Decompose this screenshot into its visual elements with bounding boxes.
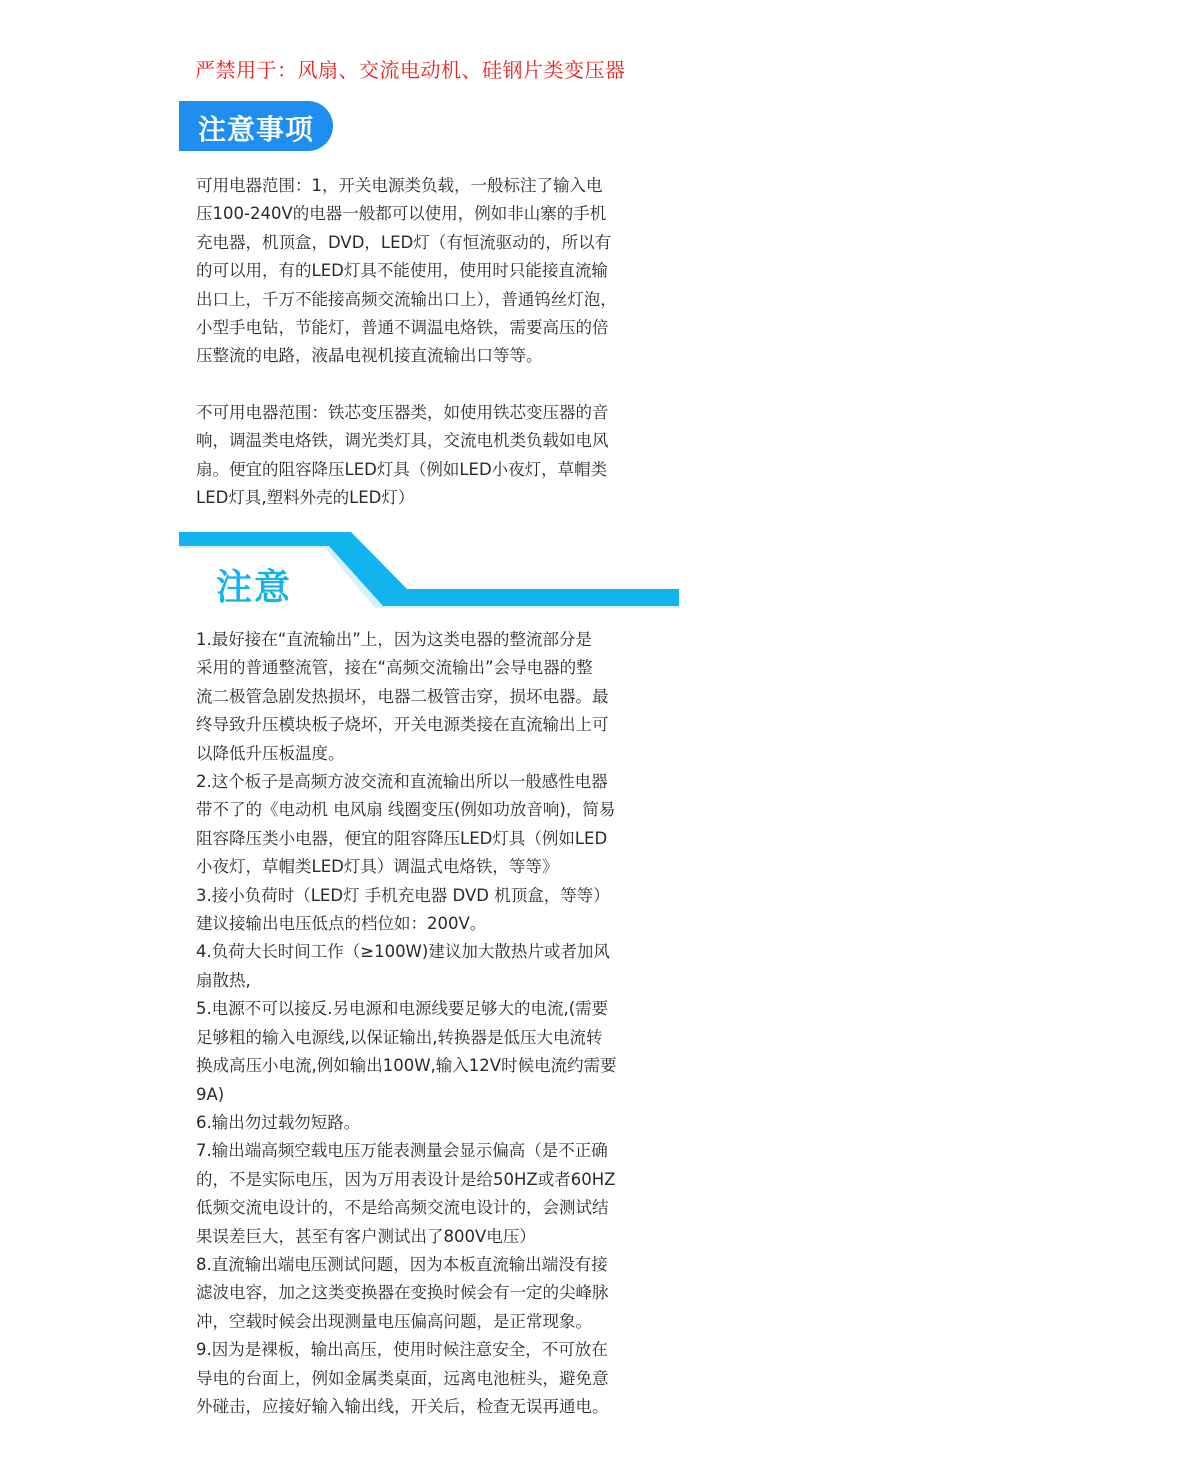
note-line: 滤波电容，加之这类变换器在变换时候会有一定的尖峰脉 — [196, 1283, 609, 1303]
section-heading-precautions — [179, 101, 333, 151]
section-banner-notice — [179, 532, 679, 608]
unusable-appliances-paragraph — [196, 399, 676, 513]
unusable-appliances-line: 响，调温类电烙铁，调光类灯具，交流电机类负载如电风 — [196, 431, 609, 451]
note-line: 以降低升压板温度。 — [196, 743, 345, 763]
note-line: 扇散热, — [196, 970, 251, 990]
note-line: 果误差巨大，甚至有客户测试出了800V电压） — [196, 1226, 536, 1246]
section-banner-title: 注意 — [216, 567, 293, 608]
note-line: 9A) — [196, 1084, 225, 1104]
note-line: 足够粗的输入电源线,以保证输出,转换器是低压大电流转 — [196, 1027, 603, 1047]
note-line: 流二极管急剧发热损坏，电器二极管击穿，损坏电器。最 — [196, 686, 609, 706]
note-line: 小夜灯，草帽类LED灯具）调温式电烙铁，等等》 — [196, 857, 559, 877]
note-line: 冲，空载时候会出现测量电压偏高问题，是正常现象。 — [196, 1311, 592, 1331]
note-line: 4.负荷大长时间工作（≥100W)建议加大散热片或者加风 — [196, 942, 610, 962]
note-line: 5.电源不可以接反.另电源和电源线要足够大的电流,(需要 — [196, 999, 609, 1019]
note-line: 9.因为是裸板，输出高压，使用时候注意安全，不可放在 — [196, 1340, 608, 1360]
note-line: 6.输出勿过载勿短路。 — [196, 1112, 361, 1132]
usable-appliances-line: 压100-240V的电器一般都可以使用，例如非山寨的手机 — [196, 204, 607, 224]
section-heading-precautions-label: 注意事项 — [198, 113, 315, 146]
usable-appliances-paragraph — [196, 172, 676, 371]
note-line: 导电的台面上，例如金属类桌面，远离电池桩头，避免意 — [196, 1368, 609, 1388]
notes-list — [196, 626, 676, 1421]
usable-appliances-line: 压整流的电路，液晶电视机接直流输出口等等。 — [196, 346, 543, 366]
note-line: 带不了的《电动机 电风扇 线圈变压(例如功放音响)，简易 — [196, 800, 616, 820]
usable-appliances-line: 的可以用，有的LED灯具不能使用，使用时只能接直流输 — [196, 261, 608, 281]
note-line: 换成高压小电流,例如输出100W,输入12V时候电流约需要 — [196, 1056, 617, 1076]
note-line: 阻容降压类小电器，便宜的阻容降压LED灯具（例如LED — [196, 828, 608, 848]
note-line: 2.这个板子是高频方波交流和直流输出所以一般感性电器 — [196, 772, 608, 792]
note-line: 1.最好接在“直流输出”上，因为这类电器的整流部分是 — [196, 630, 592, 649]
unusable-appliances-line: LED灯具,塑料外壳的LED灯） — [196, 488, 415, 508]
note-line: 7.输出端高频空载电压万能表测量会显示偏高（是不正确 — [196, 1141, 608, 1161]
note-line: 8.直流输出端电压测试问题，因为本板直流输出端没有接 — [196, 1254, 608, 1274]
note-line: 的，不是实际电压，因为万用表设计是给50HZ或者60HZ — [196, 1169, 616, 1189]
note-line: 3.接小负荷时（LED灯 手机充电器 DVD 机顶盒，等等） — [196, 885, 610, 905]
usable-appliances-line: 可用电器范围：1，开关电源类负载，一般标注了输入电 — [196, 176, 603, 195]
usable-appliances-line: 出口上，千万不能接高频交流输出口上），普通钨丝灯泡， — [196, 289, 617, 309]
note-line: 终导致升压模块板子烧坏，开关电源类接在直流输出上可 — [196, 715, 609, 735]
note-line: 外碰击，应接好输入输出线，开关后，检查无误再通电。 — [196, 1396, 609, 1416]
usable-appliances-line: 充电器，机顶盒，DVD，LED灯（有恒流驱动的，所以有 — [196, 232, 612, 252]
usable-appliances-line: 小型手电钻，节能灯，普通不调温电烙铁，需要高压的倍 — [196, 318, 609, 338]
unusable-appliances-line: 扇。便宜的阻容降压LED灯具（例如LED小夜灯，草帽类 — [196, 459, 608, 479]
note-line: 低频交流电设计的，不是给高频交流电设计的，会测试结 — [196, 1198, 609, 1218]
warning-text: 严禁用于：风扇、交流电动机、硅钢片类变压器 — [195, 58, 626, 82]
note-line: 采用的普通整流管，接在“高频交流输出”会导电器的整 — [196, 658, 593, 678]
note-line: 建议接输出电压低点的档位如：200V。 — [196, 914, 487, 934]
unusable-appliances-line: 不可用电器范围：铁芯变压器类，如使用铁芯变压器的音 — [196, 403, 609, 422]
